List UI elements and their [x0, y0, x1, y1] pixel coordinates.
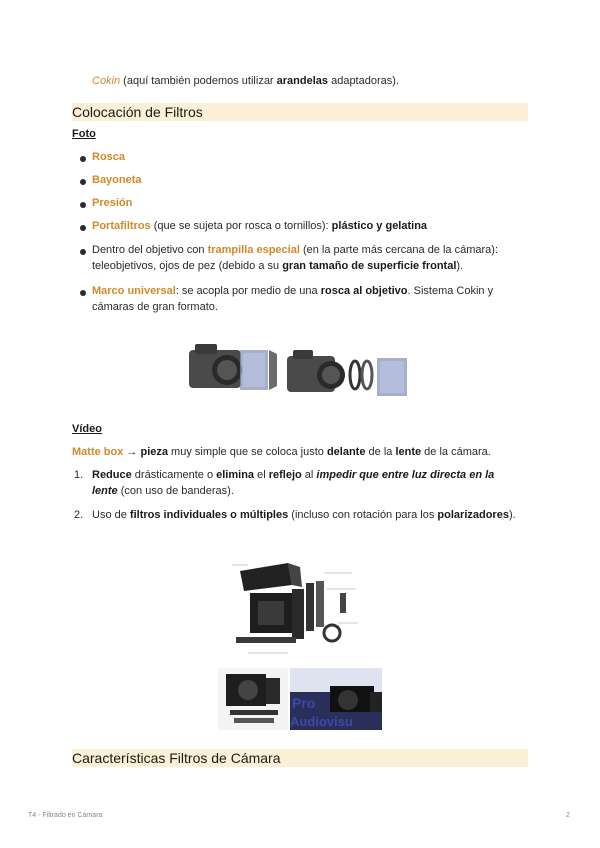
section-heading-colocacion: Colocación de Filtros	[72, 103, 528, 121]
bullet-dot	[80, 290, 86, 296]
page-number: 2	[566, 812, 570, 819]
matte-box-paragraph: Matte box → pieza muy simple que se coloca justo delante de la lente de la cámara.	[72, 446, 491, 458]
list-item-bayoneta: Bayoneta	[92, 174, 142, 186]
list-item-rosca: Rosca	[92, 151, 126, 163]
matte-box-photo	[218, 668, 288, 730]
cokin-link[interactable]: Cokin	[92, 75, 121, 87]
list-item-presion: Presión	[92, 197, 133, 209]
camera-filter-photo-1	[185, 336, 280, 398]
footer-title: T4 - Filtrado en Cámara	[28, 812, 103, 819]
ordered-item-2: Uso de filtros individuales o múltiples (incluso con rotación para los polarizadores).	[92, 509, 516, 521]
ordered-item-1: Reduce drásticamente o elimina el reflejo al impedir que entre luz directa en la lente (con uso de banderas).	[92, 469, 495, 497]
bullet-dot	[80, 156, 86, 162]
svg-text:Pro: Pro	[292, 695, 316, 711]
bullet-dot	[80, 249, 86, 255]
bullet-dot	[80, 225, 86, 231]
list-item-portafiltros: Portafiltros (que se sujeta por rosca o tornillos): plástico y gelatina	[92, 220, 428, 232]
bullet-dot	[80, 202, 86, 208]
svg-text:Audiovisu: Audiovisu	[290, 714, 353, 729]
intro-line: Cokin (aquí también podemos utilizar arandelas adaptadoras).	[92, 75, 399, 87]
list-item-dentro: Dentro del objetivo con trampilla especial (en la parte más cercana de la cámara): teleobjetivos, ojos de pez (debido a su gran tamaño de superficie frontal).	[92, 244, 498, 272]
video-subheading: Vídeo	[72, 423, 102, 435]
list-number-1: 1.	[74, 469, 84, 481]
matte-box-camera-photo	[290, 668, 382, 730]
section-heading-caracteristicas: Características Filtros de Cámara	[72, 749, 528, 767]
foto-subheading: Foto	[72, 128, 96, 140]
list-item-marco: Marco universal: se acopla por medio de una rosca al objetivo. Sistema Cokin y cámaras de gran formato.	[92, 285, 494, 313]
camera-filter-photo-2	[285, 348, 415, 400]
list-number-2: 2.	[74, 509, 84, 521]
bullet-dot	[80, 179, 86, 185]
matte-box-diagram	[228, 553, 368, 665]
